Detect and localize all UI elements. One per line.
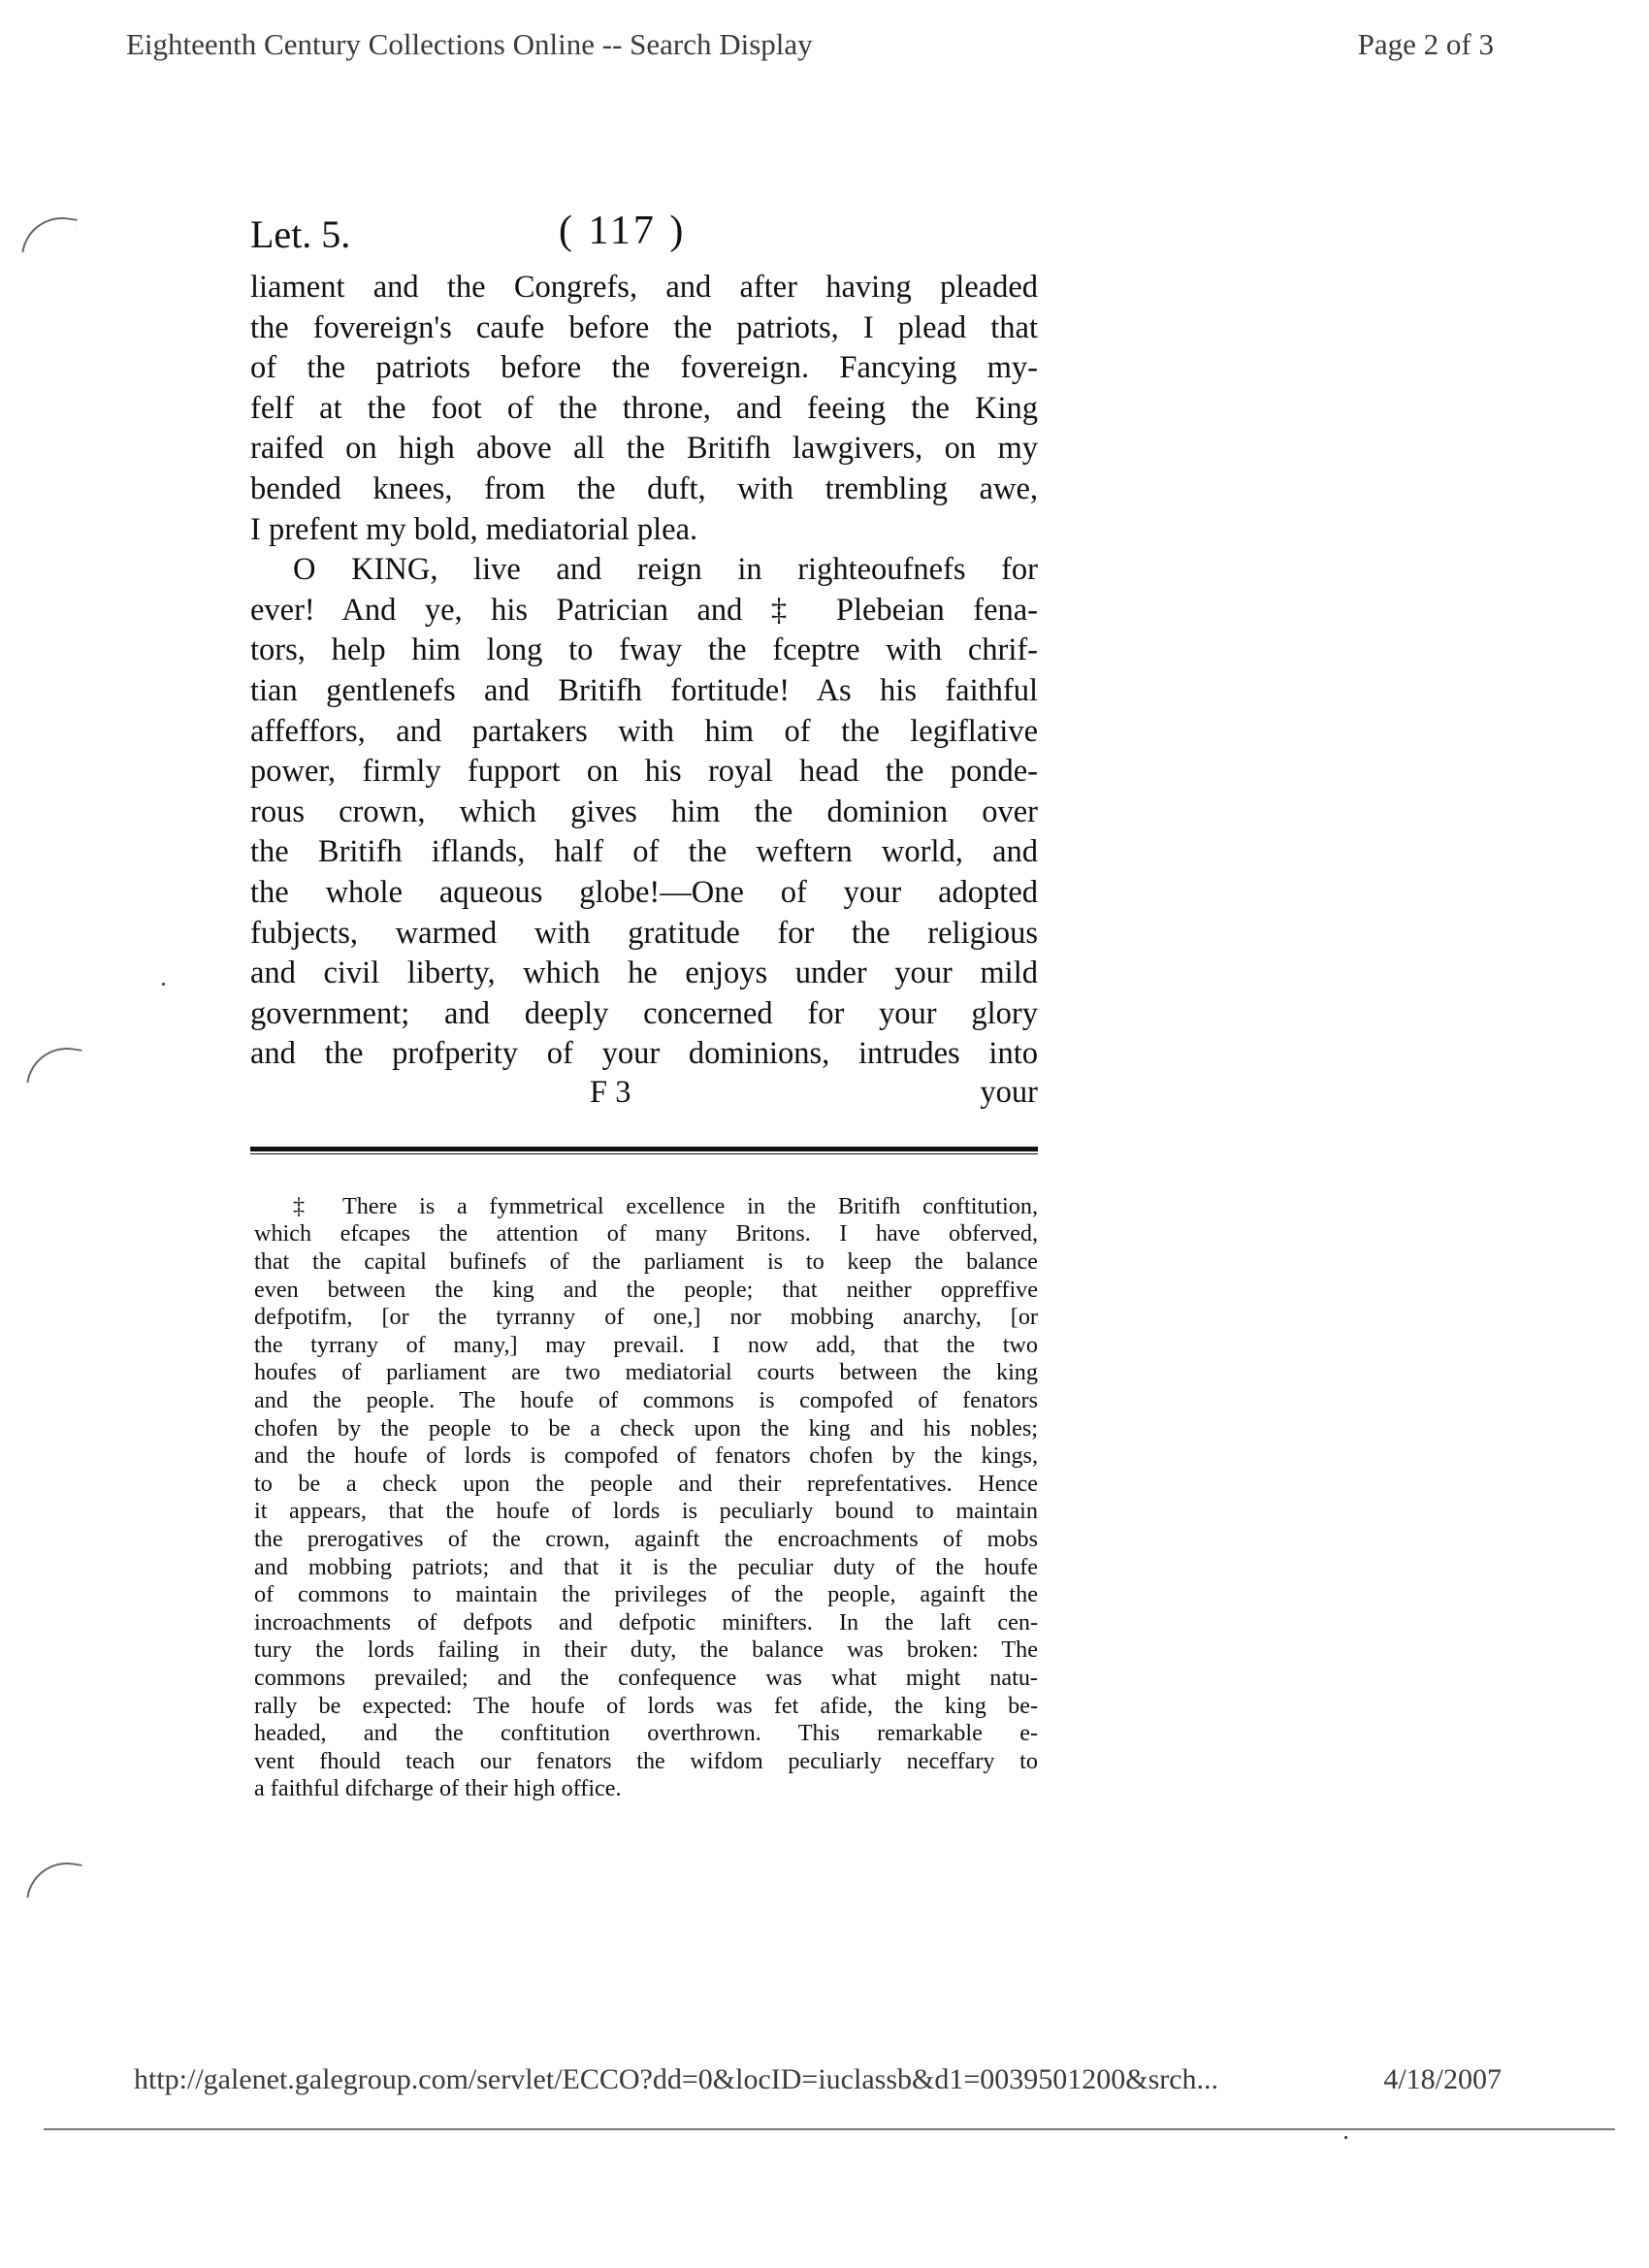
- footnote-line: chofen by the people to be a check upon the king and his nobles;: [254, 1414, 1038, 1442]
- body-text: [250, 268, 1038, 1075]
- footnote-divider-thin: [250, 1153, 1038, 1154]
- footnote-line: and mobbing patriots; and that it is the peculiar duty of the houfe: [254, 1553, 1038, 1580]
- footnote-line: incroachments of defpots and defpotic minifters. In the laft cen-: [254, 1608, 1038, 1636]
- body-line: liament and the Congrefs, and after having pleaded: [250, 270, 1038, 305]
- body-line: I prefent my bold, mediatorial plea.: [250, 511, 698, 547]
- page-number: ( 117 ): [559, 209, 687, 253]
- footnote-line: the prerogatives of the crown, againft the encroachments of mobs: [254, 1526, 1038, 1552]
- scan-mark-top: [21, 212, 77, 260]
- footnote-line: vent fhould teach our fenators the wifdom peculiarly neceffary to: [254, 1747, 1038, 1774]
- scan-speck: [1344, 2136, 1347, 2139]
- body-line: and the profperity of your dominions, intrudes into: [250, 1036, 1038, 1072]
- footnote-line: tury the lords failing in their duty, the balance was broken: The: [254, 1636, 1038, 1664]
- footnote: [254, 1193, 1038, 1803]
- footnote-line: headed, and the conftitution overthrown. This remarkable e-: [254, 1720, 1038, 1747]
- footnote-line: which efcapes the attention of many Britons. I have obferved,: [254, 1220, 1038, 1247]
- print-header: [126, 27, 1494, 70]
- signature-mark: F 3: [590, 1074, 631, 1110]
- body-line: and civil liberty, which he enjoys under your mild: [250, 956, 1038, 991]
- footnote-line: and the people. The houfe of commons is compofed of fenators: [254, 1387, 1038, 1414]
- footnote-line: ‡ There is a fymmetrical excellence in the Britifh conftitution,: [293, 1192, 1038, 1219]
- footnote-line: that the capital bufinefs of the parliament is to keep the balance: [254, 1248, 1038, 1276]
- print-header-title: Eighteenth Century Collections Online -- Search Display: [126, 27, 813, 61]
- footnote-line: even between the king and the people; that neither oppreffive: [254, 1276, 1038, 1303]
- footnote-line: houfes of parliament are two mediatorial courts between the king: [254, 1359, 1038, 1386]
- running-head: [250, 204, 1038, 264]
- letter-label: Let. 5.: [250, 212, 351, 256]
- print-footer-date: 4/18/2007: [1383, 2063, 1502, 2095]
- body-line: rous crown, which gives him the dominion over: [250, 794, 1038, 829]
- body-line: power, firmly fupport on his royal head the ponde-: [250, 754, 1038, 790]
- footnote-line: defpotifm, [or the tyrranny of one,] nor mobbing anarchy, [or: [254, 1304, 1038, 1331]
- footnote-line: it appears, that the houfe of lords is peculiarly bound to maintain: [254, 1498, 1038, 1525]
- footnote-line: a faithful difcharge of their high office.: [254, 1775, 622, 1802]
- footnote-line: of commons to maintain the privileges of the people, againft the: [254, 1581, 1038, 1608]
- body-line: fubjects, warmed with gratitude for the religious: [250, 915, 1038, 951]
- body-line: of the patriots before the fovereign. Fancying my-: [250, 350, 1038, 386]
- footnote-divider: [250, 1147, 1038, 1151]
- footnote-line: to be a check upon the people and their reprefentatives. Hence: [254, 1470, 1038, 1497]
- footnote-line: the tyrrany of many,] may prevail. I now add, that the two: [254, 1331, 1038, 1358]
- footnote-line: commons prevailed; and the confequence was what might natu-: [254, 1664, 1038, 1691]
- print-footer-url: http://galenet.galegroup.com/servlet/ECCO?dd=0&locID=iuclassb&d1=0039501200&srch...: [134, 2063, 1219, 2095]
- body-line: felf at the foot of the throne, and feeing the King: [250, 390, 1038, 426]
- book-page: [250, 204, 1038, 1803]
- scan-speck: [162, 983, 165, 986]
- footnote-line: and the houfe of lords is compofed of fenators chofen by the kings,: [254, 1442, 1038, 1470]
- scan-mark-bottom: [26, 1858, 81, 1905]
- body-line: the fovereign's caufe before the patriots, I plead that: [250, 309, 1038, 345]
- catchword: your: [980, 1074, 1038, 1110]
- body-line: O KING, live and reign in righteoufnefs for: [293, 552, 1038, 588]
- scan-mark-middle: [26, 1043, 81, 1090]
- body-line: the Britifh iflands, half of the weftern world, and: [250, 834, 1038, 870]
- footnote-line: rally be expected: The houfe of lords was fet afide, the king be-: [254, 1692, 1038, 1719]
- print-header-page-indicator: Page 2 of 3: [1357, 27, 1494, 61]
- body-line: government; and deeply concerned for your glory: [250, 995, 1038, 1031]
- body-line: affeffors, and partakers with him of the legiflative: [250, 713, 1038, 749]
- body-line: tors, help him long to fway the fceptre with chrif-: [250, 632, 1038, 668]
- body-line: tian gentlenefs and Britifh fortitude! As his faithful: [250, 672, 1038, 708]
- body-line: ever! And ye, his Patrician and ‡ Plebeian fena-: [250, 592, 1038, 628]
- body-line: bended knees, from the duft, with trembling awe,: [250, 470, 1038, 506]
- footer-rule: [44, 2128, 1615, 2130]
- body-line: the whole aqueous globe!—One of your adopted: [250, 874, 1038, 910]
- body-line: raifed on high above all the Britifh lawgivers, on my: [250, 431, 1038, 467]
- catchline: [250, 1075, 1038, 1116]
